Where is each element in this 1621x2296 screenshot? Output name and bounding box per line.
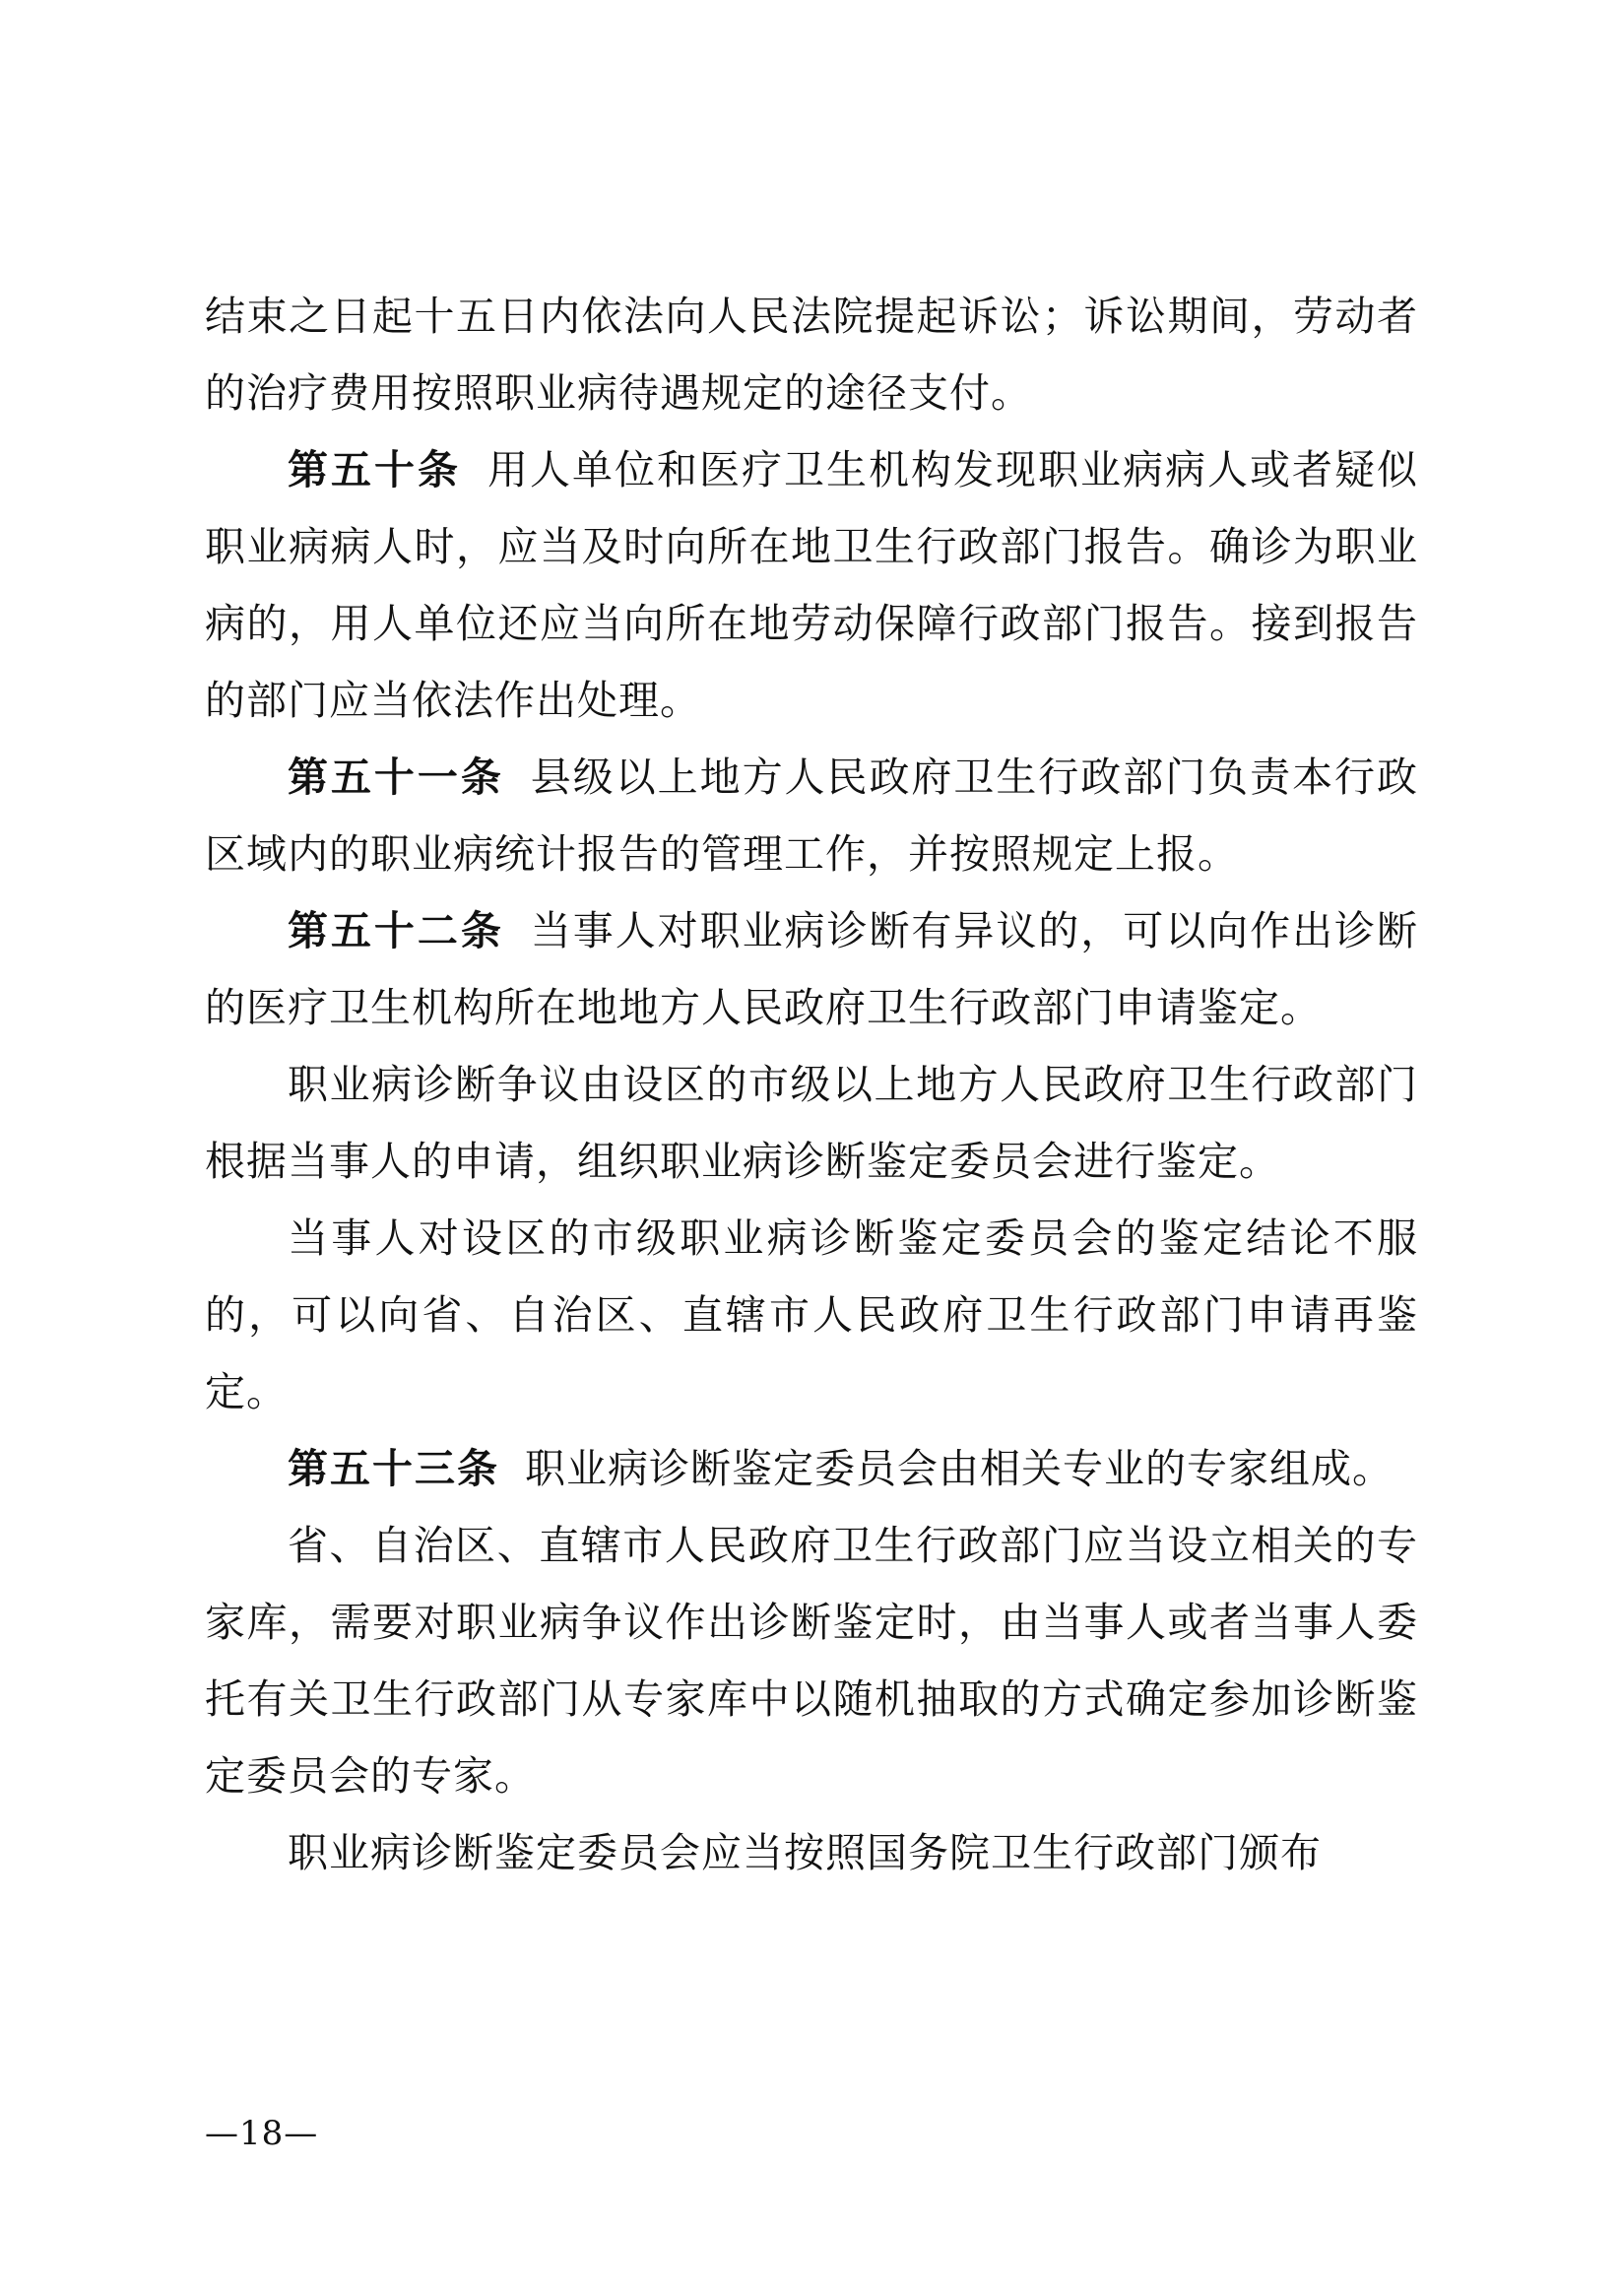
paragraph-text: 当事人对职业病诊断有异议的，可以向作出诊断的医疗卫生机构所在地地方人民政府卫生行政部门申请鉴定。 [205,907,1419,1031]
page-number: —18— [205,2114,319,2153]
article-label: 第五十条 [288,446,461,493]
paragraph-text: 当事人对设区的市级职业病诊断鉴定委员会的鉴定结论不服的，可以向省、自治区、直辖市人民政府卫生行政部门申请再鉴定。 [205,1214,1418,1415]
article-label: 第五十一条 [288,754,504,801]
paragraph-article-51 [205,739,1418,892]
paragraph-text: 职业病诊断鉴定委员会应当按照国务院卫生行政部门颁布 [288,1829,1322,1876]
page-body [205,278,1418,1891]
article-label: 第五十二条 [288,907,504,954]
paragraph-text: 结束之日起十五日内依法向人民法院提起诉讼；诉讼期间，劳动者的治疗费用按照职业病待遇规定的途径支付。 [205,293,1418,417]
paragraph [205,1814,1418,1891]
paragraph [205,1507,1418,1814]
paragraph-text: 职业病诊断争议由设区的市级以上地方人民政府卫生行政部门根据当事人的申请，组织职业病诊断鉴定委员会进行鉴定。 [205,1061,1418,1185]
paragraph [205,1200,1418,1430]
article-label: 第五十三条 [288,1445,499,1492]
paragraph-text: 用人单位和医疗卫生机构发现职业病病人或者疑似职业病病人时，应当及时向所在地卫生行政部门报告。确诊为职业病的，用人单位还应当向所在地劳动保障行政部门报告。接到报告的部门应当依法作出处理。 [205,446,1418,724]
paragraph-article-50 [205,431,1418,739]
paragraph-article-52 [205,892,1418,1046]
paragraph [205,1046,1418,1200]
paragraph-article-53 [205,1430,1418,1507]
paragraph-text: 职业病诊断鉴定委员会由相关专业的专家组成。 [525,1445,1394,1492]
paragraph-text: 省、自治区、直辖市人民政府卫生行政部门应当设立相关的专家库，需要对职业病争议作出诊断鉴定时，由当事人或者当事人委托有关卫生行政部门从专家库中以随机抽取的方式确定参加诊断鉴定委员会的专家。 [205,1522,1418,1800]
paragraph [205,278,1418,431]
paragraph-text: 县级以上地方人民政府卫生行政部门负责本行政区域内的职业病统计报告的管理工作，并按照规定上报。 [205,754,1419,878]
